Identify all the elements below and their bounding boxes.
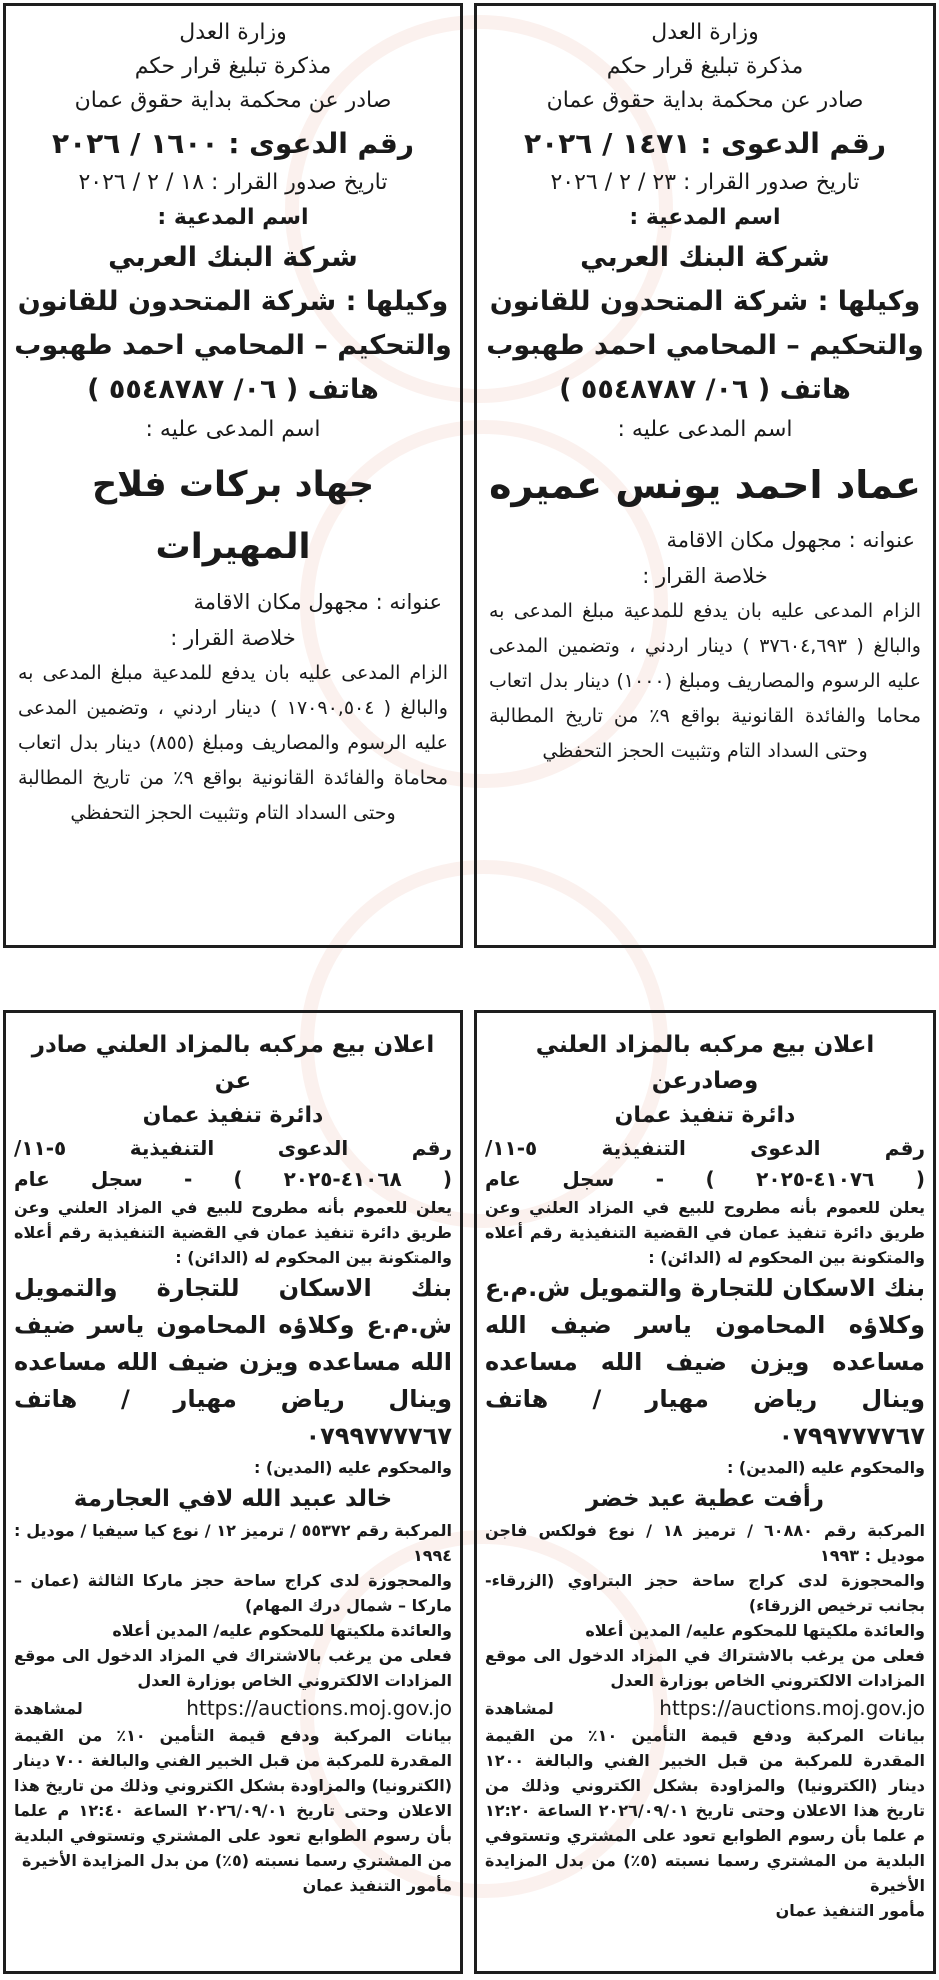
plaintiff-label: اسم المدعية :	[157, 205, 309, 230]
view-label: لمشاهدة	[14, 1698, 83, 1718]
auction-instructions: فعلى من يرغب بالاشتراك في المزاد الدخول الى موقع المزادات الالكتروني الخاص بوزارة العدل	[485, 1646, 925, 1690]
decision-date: تاريخ صدور القرار : ١٨ / ٢ / ٢٠٢٦	[78, 170, 388, 195]
vehicle-details: المركبة رقم ٥٥٣٧٢ / ترميز ١٢ / نوع كيا سيفيا / موديل : ١٩٩٤	[14, 1521, 452, 1565]
auction-intro: يعلن للعموم بأنه مطروح للبيع في المزاد العلني وعن طريق دائرة تنفيذ عمان في القضية التنفيذية رقم أعلاه والمتكونة بين المحكوم له (الدائن) :	[485, 1198, 925, 1267]
debtor-label: والمحكوم عليه (المدين) :	[726, 1458, 925, 1477]
court-notice-2	[3, 3, 463, 948]
case-number: رقم الدعوى : ١٤٧١ / ٢٠٢٦	[524, 127, 886, 160]
vehicle-details: المركبة رقم ٦٠٨٨٠ / ترميز ١٨ / نوع فولكس فاجن موديل : ١٩٩٣	[485, 1521, 925, 1565]
plaintiff-name: شركة البنك العربي	[108, 242, 358, 273]
phone-number: هاتف ( ٠٦/ ٥٥٤٨٧٨٧ )	[87, 374, 379, 405]
memo-title: مذكرة تبليغ قرار حكم	[134, 54, 332, 79]
vehicle-location: والمحجوزة لدى كراج ساحة حجز البتراوي (الزرقاء- بجانب ترخيص الزرقاء)	[485, 1571, 925, 1615]
attorney-line: وكيلها : شركة المتحدون للقانون	[489, 286, 921, 317]
execution-officer-signature: مأمور التنفيذ عمان	[302, 1876, 452, 1895]
defendant-address: عنوانه : مجهول مكان الاقامة	[666, 528, 915, 552]
decision-date: تاريخ صدور القرار : ٢٣ / ٢ / ٢٠٢٦	[550, 170, 860, 195]
auction-notice-2	[3, 1010, 463, 1974]
summary-label: خلاصة القرار :	[170, 626, 296, 650]
attorney-line: والتحكيم – المحامي احمد طهبوب	[486, 330, 924, 361]
plaintiff-label: اسم المدعية :	[629, 205, 781, 230]
ministry-title: وزارة العدل	[179, 20, 287, 45]
defendant-label: اسم المدعى عليه :	[145, 417, 321, 442]
auction-details: بيانات المركبة ودفع قيمة التأمين ١٠٪ من القيمة المقدرة للمركبة من قبل الخبير الفني والبالغة ٧٠٠ دينار (الكترونيا) والمزاودة بشكل الكتروني وذلك من تاريخ هذا الاعلان وحتى تاريخ ٢٠٢٦/٠٩/٠١ الساعة ١٢:٤٠ م علما بأن رسوم الطوابع تعود على المشتري وتستوفي البلدية من المشتري رسما نسبته (٥٪) من بدل المزايدة الأخيرة	[14, 1726, 453, 1870]
auction-website-link[interactable]: https://auctions.moj.gov.jo	[659, 1696, 925, 1720]
auction-title: اعلان بيع مركبه بالمزاد العلني صادر عن	[31, 1032, 435, 1094]
auction-department: دائرة تنفيذ عمان	[614, 1103, 796, 1128]
defendant-address: عنوانه : مجهول مكان الاقامة	[193, 590, 442, 614]
auction-url-row	[485, 1693, 925, 1723]
vehicle-ownership: والعائدة ملكيتها للمحكوم عليه/ المدين أعلاه	[585, 1621, 925, 1640]
court-name: صادر عن محكمة بداية حقوق عمان	[546, 88, 864, 113]
auction-title: اعلان بيع مركبه بالمزاد العلني وصادرعن	[535, 1032, 875, 1094]
plaintiff-name: شركة البنك العربي	[580, 242, 830, 273]
auction-url-row	[14, 1693, 452, 1723]
ministry-title: وزارة العدل	[651, 20, 759, 45]
auction-website-link[interactable]: https://auctions.moj.gov.jo	[186, 1696, 452, 1720]
defendant-label: اسم المدعى عليه :	[617, 417, 793, 442]
court-name: صادر عن محكمة بداية حقوق عمان	[74, 88, 392, 113]
attorney-line: وكيلها : شركة المتحدون للقانون	[17, 286, 449, 317]
defendant-name: جهاد بركات فلاح المهيرات	[91, 465, 375, 567]
vehicle-ownership: والعائدة ملكيتها للمحكوم عليه/ المدين أعلاه	[112, 1621, 452, 1640]
auction-details: بيانات المركبة ودفع قيمة التأمين ١٠٪ من القيمة المقدرة للمركبة من قبل الخبير الفني والبالغة ١٢٠٠ دينار (الكترونيا) والمزاودة بشكل الكتروني وذلك من تاريخ هذا الاعلان وحتى تاريخ ٢٠٢٦/٠٩/٠١ الساعة ١٢:٢٠ م علما بأن رسوم الطوابع تعود على المشتري وتستوفي البلدية من المشتري رسما نسبته (٥٪) من بدل المزايدة الأخيرة	[485, 1726, 926, 1895]
debtor-name: خالد عبيد الله لافي العجارمة	[73, 1486, 393, 1512]
summary-label: خلاصة القرار :	[642, 564, 768, 588]
execution-case-number: رقم الدعوى التنفيذية ٥-١١/	[485, 1136, 925, 1160]
execution-case-number: رقم الدعوى التنفيذية ٥-١١/	[14, 1136, 452, 1160]
decision-summary: الزام المدعى عليه بان يدفع للمدعية مبلغ المدعى به والبالغ ( ٣٧٦٠٤,٦٩٣ ) دينار اردني ، وتضمين المدعى عليه الرسوم والمصاريف ومبلغ (١٠٠٠) دينار بدل اتعاب محاما والفائدة القانونية بواقع ٩٪ من تاريخ المطالبة وحتى السداد التام وتثبيت الحجز التحفظي	[489, 600, 922, 762]
vehicle-location: والمحجوزة لدى كراج ساحة حجز ماركا الثالثة (عمان – ماركا – شمال درك المهام)	[14, 1571, 452, 1615]
execution-case-record: ( ٤١٠٦٨-٢٠٢٥ ) - سجل عام	[14, 1167, 452, 1191]
execution-officer-signature: مأمور التنفيذ عمان	[775, 1901, 925, 1920]
auction-notice-1	[474, 1010, 936, 1974]
view-label: لمشاهدة	[485, 1698, 554, 1718]
creditor-info: بنك الاسكان للتجارة والتمويل ش.م.ع وكلاؤه المحامون ياسر ضيف الله مساعده ويزن ضيف الله مساعده وينال رياض مهيار / هاتف ٠٧٩٩٧٧٧٧٦٧	[485, 1274, 925, 1450]
auction-department: دائرة تنفيذ عمان	[142, 1103, 324, 1128]
auction-instructions: فعلى من يرغب بالاشتراك في المزاد الدخول الى موقع المزادات الالكتروني الخاص بوزارة العدل	[14, 1646, 452, 1690]
auction-intro: يعلن للعموم بأنه مطروح للبيع في المزاد العلني وعن طريق دائرة تنفيذ عمان في القضية التنفيذية رقم أعلاه والمتكونة بين المحكوم له (الدائن) :	[14, 1198, 452, 1267]
debtor-name: رأفت عطية عيد خضر	[586, 1486, 824, 1512]
phone-number: هاتف ( ٠٦/ ٥٥٤٨٧٨٧ )	[559, 374, 851, 405]
defendant-name: عماد احمد يونس عميره	[489, 463, 921, 507]
attorney-line: والتحكيم – المحامي احمد طهبوب	[14, 330, 452, 361]
execution-case-record: ( ٤١٠٧٦-٢٠٢٥ ) - سجل عام	[485, 1167, 925, 1191]
memo-title: مذكرة تبليغ قرار حكم	[606, 54, 804, 79]
creditor-info: بنك الاسكان للتجارة والتمويل ش.م.ع وكلاؤه المحامون ياسر ضيف الله مساعده ويزن ضيف الله مساعده وينال رياض مهيار / هاتف ٠٧٩٩٧٧٧٧٦٧	[14, 1274, 452, 1450]
court-notice-1	[474, 3, 936, 948]
case-number: رقم الدعوى : ١٦٠٠ / ٢٠٢٦	[52, 127, 414, 160]
debtor-label: والمحكوم عليه (المدين) :	[253, 1458, 452, 1477]
decision-summary: الزام المدعى عليه بان يدفع للمدعية مبلغ المدعى به والبالغ ( ١٧٠٩٠,٥٠٤ ) دينار اردني ، وتضمين المدعى عليه الرسوم والمصاريف ومبلغ (٨٥٥) دينار بدل اتعاب محاماة والفائدة القانونية بواقع ٩٪ من تاريخ المطالبة وحتى السداد التام وتثبيت الحجز التحفظي	[18, 662, 449, 824]
